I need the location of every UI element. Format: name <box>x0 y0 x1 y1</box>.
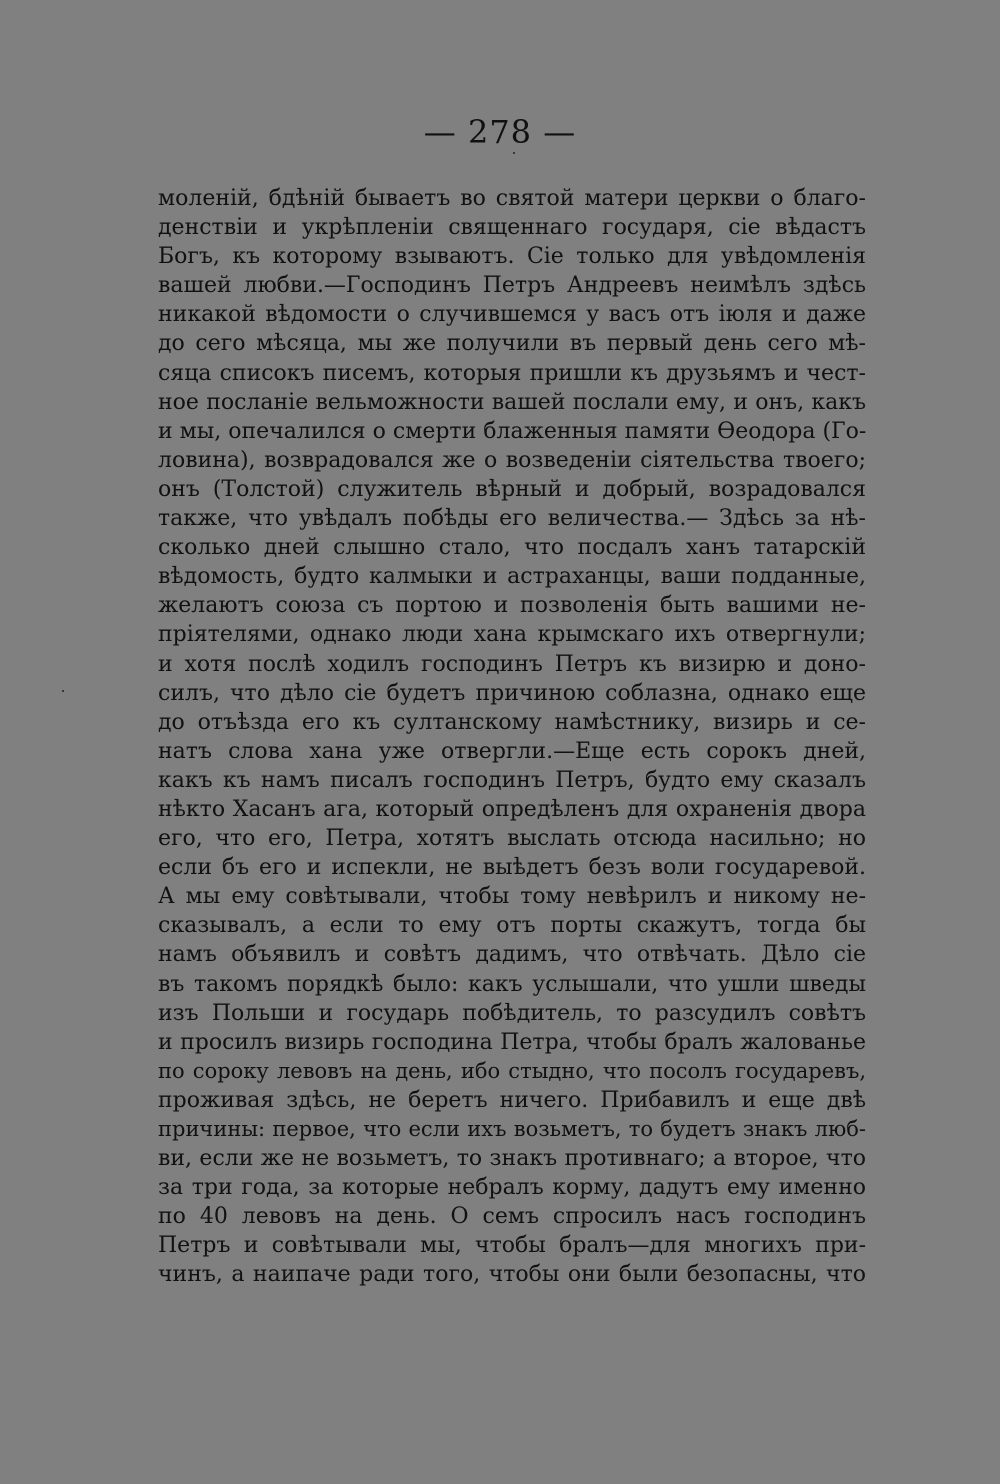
ink-speck <box>513 152 515 154</box>
text-line: его, что его, Петра, хотятъ выслать отсюда насильно; но <box>158 826 866 852</box>
text-line: до сего мѣсяца, мы же получили въ первый день сего мѣ- <box>158 331 866 357</box>
text-line: вашей любви.—Господинъ Петръ Андреевъ неимѣлъ здѣсь <box>158 273 866 299</box>
text-line: ное посланіе вельможности вашей послали ему, и онъ, какъ <box>158 389 866 415</box>
text-line: проживая здѣсь, не беретъ ничего. Прибавилъ и еще двѣ <box>158 1087 866 1113</box>
text-line: также, что увѣдалъ побѣды его величества.— Здѣсь за нѣ- <box>158 506 866 532</box>
text-line: и мы, опечалился о смерти блаженныя памяти Ѳеодора (Го- <box>158 418 866 444</box>
text-line: А мы ему совѣтывали, чтобы тому невѣрилъ и никому не- <box>158 884 866 910</box>
text-line: изъ Польши и государь побѣдитель, то разсудилъ совѣтъ <box>158 1000 866 1026</box>
text-line: сказывалъ, а если то ему отъ порты скажутъ, тогда бы <box>158 913 866 939</box>
text-line: желаютъ союза съ портою и позволенія быть вашими не- <box>158 593 866 619</box>
text-line: сколько дней слышно стало, что посдалъ ханъ татарскій <box>158 535 866 561</box>
text-line: моленій, бдѣній бываетъ во святой матери церкви о благо- <box>158 186 866 211</box>
text-line: и хотя послѣ ходилъ господинъ Петръ къ визирю и доно- <box>158 651 866 677</box>
text-line: какъ къ намъ писалъ господинъ Петръ, будто ему сказалъ <box>158 767 866 793</box>
text-line: никакой вѣдомости о случившемся у васъ отъ іюля и даже <box>158 302 866 328</box>
text-line: сяца списокъ писемъ, которыя пришли къ друзьямъ и чест- <box>158 360 866 386</box>
text-line: Богъ, къ которому взываютъ. Сіе только для увѣдомленія <box>158 244 866 270</box>
text-line: по сороку левовъ на день, ибо стыдно, что посолъ государевъ, <box>158 1058 866 1083</box>
text-line: натъ слова хана уже отвергли.—Еще есть сорокъ дней, <box>158 738 866 764</box>
text-line: если бъ его и испекли, не выѣдетъ безъ воли государевой. <box>158 855 866 881</box>
text-line: за три года, за которые небралъ корму, дадутъ ему именно <box>158 1175 866 1201</box>
text-line: Петръ и совѣтывали мы, чтобы бралъ—для многихъ при- <box>158 1233 866 1259</box>
text-line: денствіи и укрѣпленіи священнаго государя, сіе вѣдастъ <box>158 215 866 241</box>
text-line: вѣдомость, будто калмыки и астраханцы, ваши подданные, <box>158 564 866 590</box>
text-line: въ такомъ порядкѣ было: какъ услышали, что ушли шведы <box>158 971 866 997</box>
text-line: и просилъ визирь господина Петра, чтобы бралъ жалованье <box>158 1029 866 1055</box>
text-line: нѣкто Хасанъ ага, который опредѣленъ для охраненія двора <box>158 796 866 822</box>
text-line: ловина), возврадовался же о возведеніи сіятельства твоего; <box>158 447 866 473</box>
text-line: намъ объявилъ и совѣтъ дадимъ, что отвѣчать. Дѣло сіе <box>158 942 866 968</box>
page-number: — 278 — <box>423 113 577 151</box>
ink-speck <box>62 690 64 692</box>
text-line: ви, если же не возьметъ, то знакъ противнаго; а второе, что <box>158 1146 866 1172</box>
text-line: по 40 левовъ на день. О семъ спросилъ насъ господинъ <box>158 1204 866 1230</box>
text-line: причины: первое, что если ихъ возьметъ, то будетъ знакъ люб- <box>158 1117 866 1141</box>
text-line: силъ, что дѣло сіе будетъ причиною соблазна, однако еще <box>158 680 866 706</box>
body-text <box>158 184 866 1290</box>
text-line: до отъѣзда его къ султанскому намѣстнику, визирь и се- <box>158 709 866 735</box>
text-line: чинъ, а наипаче ради того, чтобы они были безопасны, что <box>158 1262 866 1288</box>
text-line: пріятелями, однако люди хана крымскаго ихъ отвергнули; <box>158 622 866 648</box>
text-line: онъ (Толстой) служитель вѣрный и добрый, возрадовался <box>158 476 866 502</box>
